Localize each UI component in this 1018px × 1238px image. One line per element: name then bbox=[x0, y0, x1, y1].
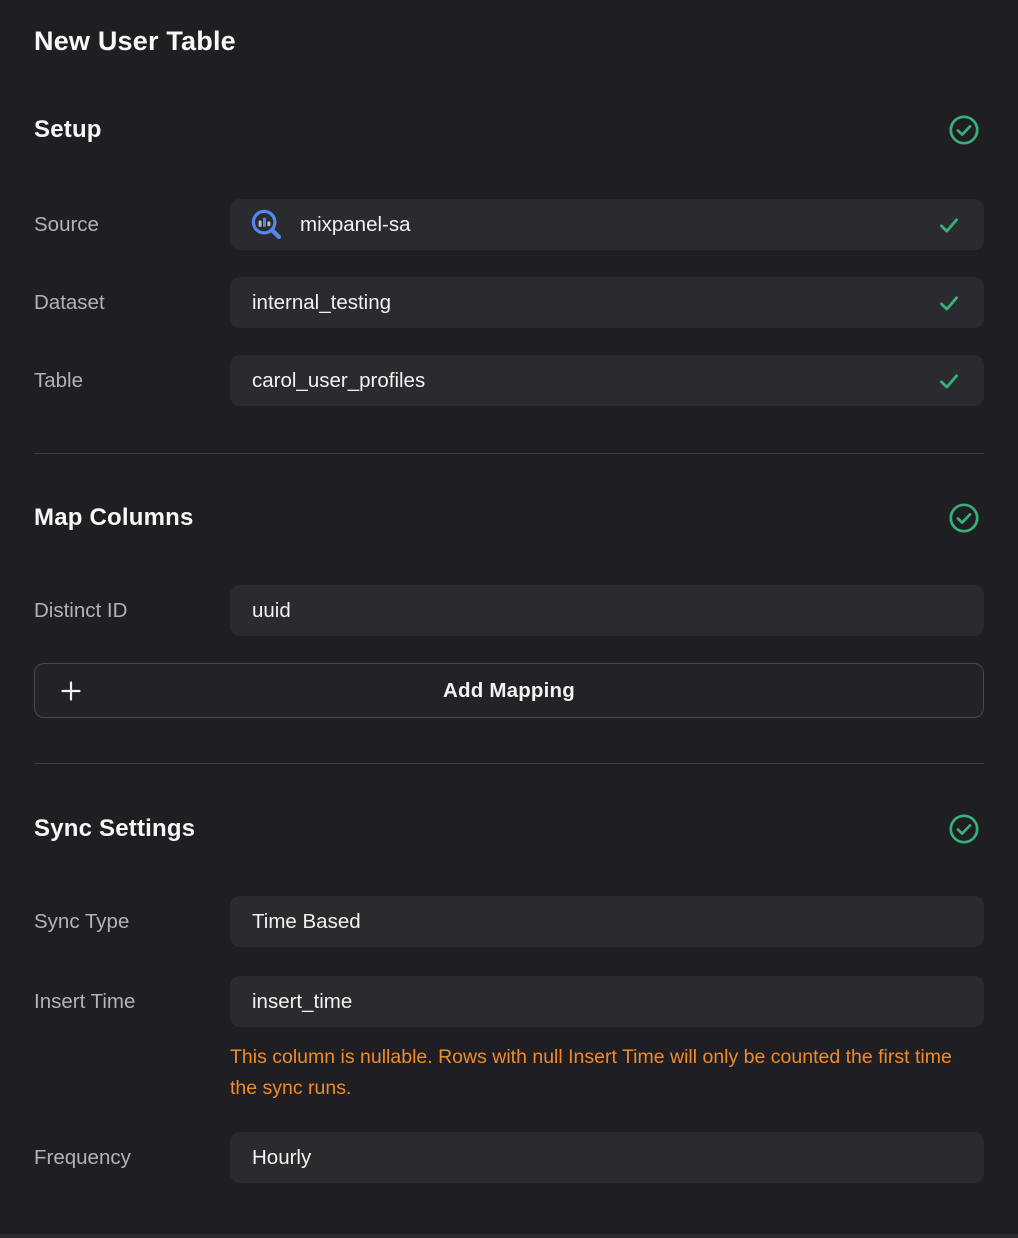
insert-time-select[interactable] bbox=[230, 976, 984, 1027]
sync-settings-heading: Sync Settings bbox=[34, 815, 196, 842]
add-mapping-label: Add Mapping bbox=[442, 678, 575, 702]
sync-type-select[interactable] bbox=[230, 896, 984, 947]
dataset-select[interactable] bbox=[230, 277, 984, 328]
check-circle-icon bbox=[948, 813, 980, 845]
distinct-id-select[interactable] bbox=[230, 585, 984, 636]
check-icon bbox=[936, 368, 962, 394]
setup-heading: Setup bbox=[34, 116, 102, 143]
dataset-field-row bbox=[34, 277, 984, 328]
distinct-id-value: uuid bbox=[252, 598, 291, 622]
dataset-label: Dataset bbox=[34, 290, 105, 314]
insert-time-label: Insert Time bbox=[34, 989, 136, 1013]
section-divider bbox=[34, 453, 984, 454]
section-divider bbox=[34, 763, 984, 764]
setup-section-header bbox=[34, 114, 984, 146]
check-circle-icon bbox=[948, 502, 980, 534]
sync-type-field-row bbox=[34, 896, 984, 947]
sync-settings-section-header bbox=[34, 813, 984, 845]
table-label: Table bbox=[34, 368, 84, 392]
insert-time-nullable-warning: This column is nullable. Rows with null Insert Time will only be counted the first time the sync runs. bbox=[230, 1046, 952, 1099]
map-columns-heading: Map Columns bbox=[34, 504, 194, 531]
frequency-value: Hourly bbox=[252, 1145, 312, 1169]
table-select[interactable] bbox=[230, 355, 984, 406]
source-select[interactable] bbox=[230, 199, 984, 250]
distinct-id-field-row bbox=[34, 585, 984, 636]
page-title: New User Table bbox=[34, 26, 236, 56]
dataset-value: internal_testing bbox=[252, 290, 392, 314]
map-columns-section-header bbox=[34, 502, 984, 534]
plus-icon bbox=[59, 679, 83, 703]
sync-type-label: Sync Type bbox=[34, 909, 130, 933]
check-icon bbox=[936, 212, 962, 238]
bigquery-icon bbox=[248, 206, 286, 244]
distinct-id-label: Distinct ID bbox=[34, 598, 128, 622]
check-circle-icon bbox=[948, 114, 980, 146]
frequency-field-row bbox=[34, 1132, 984, 1183]
source-value: mixpanel-sa bbox=[300, 212, 411, 236]
sync-type-value: Time Based bbox=[252, 909, 361, 933]
insert-time-value: insert_time bbox=[252, 989, 353, 1013]
frequency-label: Frequency bbox=[34, 1145, 131, 1169]
insert-time-field-row bbox=[34, 976, 984, 1027]
source-label: Source bbox=[34, 212, 99, 236]
table-value: carol_user_profiles bbox=[252, 368, 426, 392]
new-user-table-panel bbox=[0, 26, 1018, 1183]
frequency-select[interactable] bbox=[230, 1132, 984, 1183]
add-mapping-button[interactable] bbox=[34, 663, 984, 718]
table-field-row bbox=[34, 355, 984, 406]
source-field-row bbox=[34, 199, 984, 250]
check-icon bbox=[936, 290, 962, 316]
